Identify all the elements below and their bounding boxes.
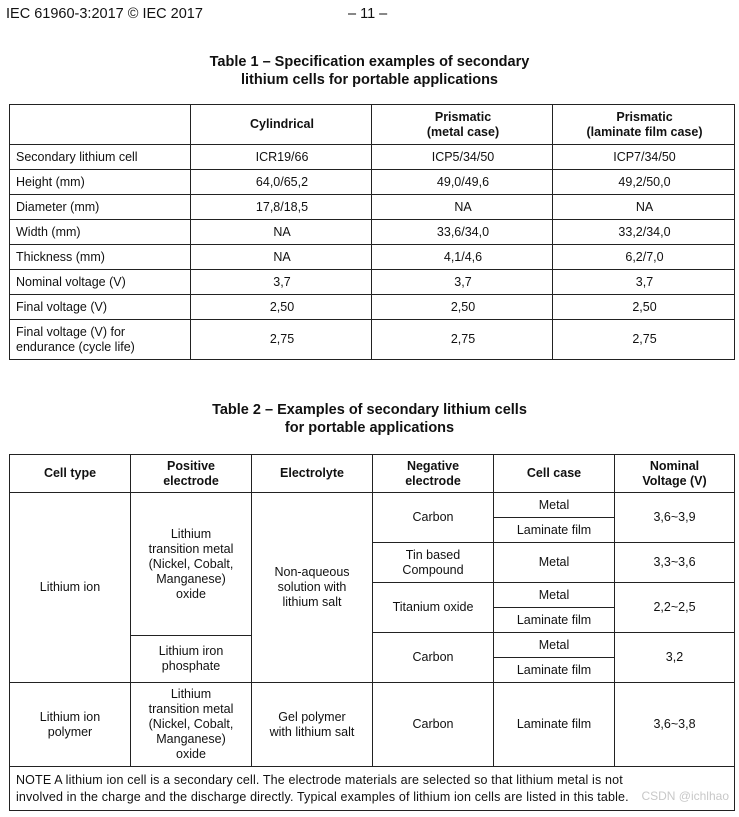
cell-type-lithium-ion: Lithium ion	[10, 493, 131, 683]
table1-title	[0, 53, 739, 89]
table-cell: ICP7/34/50	[553, 145, 735, 170]
table-row	[10, 245, 735, 270]
voltage-value: 3,3~3,6	[615, 543, 735, 583]
text-line: Lithium	[170, 526, 212, 541]
cell-case-metal: Metal	[494, 543, 615, 583]
table-cell: NA	[553, 195, 735, 220]
table-cell: 33,6/34,0	[372, 220, 553, 245]
header-line: (metal case)	[426, 124, 500, 139]
page-number: – 11 –	[348, 6, 388, 22]
table-row	[10, 320, 735, 360]
negative-electrode-tin	[373, 543, 494, 583]
table-cell: 17,8/18,5	[191, 195, 372, 220]
header-line: Voltage (V)	[642, 473, 707, 488]
negative-electrode-titanium: Titanium oxide	[373, 583, 494, 633]
cell-case-laminate: Laminate film	[494, 608, 615, 633]
note-row	[10, 767, 735, 811]
text-line: (Nickel, Cobalt,	[148, 717, 234, 731]
text-line: Lithium	[170, 687, 212, 701]
header-line: Positive	[167, 458, 215, 473]
negative-electrode-carbon: Carbon	[373, 493, 494, 543]
row-label: Width (mm)	[10, 220, 191, 245]
table-cell: 4,1/4,6	[372, 245, 553, 270]
electrolyte-gel-polymer	[252, 683, 373, 767]
table-cell: NA	[191, 220, 372, 245]
row-label-line: endurance (cycle life)	[16, 339, 135, 354]
table-cell: 3,7	[553, 270, 735, 295]
positive-electrode-lfp	[131, 636, 252, 683]
row-label: Final voltage (V)	[10, 295, 191, 320]
text-line: Gel polymer	[278, 709, 346, 724]
text-line: transition metal	[148, 541, 234, 556]
text-line: Tin based	[405, 547, 461, 562]
table-cell: 33,2/34,0	[553, 220, 735, 245]
row-label	[10, 320, 191, 360]
table-row	[10, 170, 735, 195]
text-line: (Nickel, Cobalt,	[148, 556, 234, 571]
voltage-value: 3,6~3,9	[615, 493, 735, 543]
table1-header-cylindrical: Cylindrical	[191, 105, 372, 145]
row-label: Height (mm)	[10, 170, 191, 195]
table-cell: NA	[372, 195, 553, 220]
table-cell: ICP5/34/50	[372, 145, 553, 170]
table-cell: 2,75	[372, 320, 553, 360]
header-line: electrode	[163, 473, 219, 488]
header-line: electrode	[405, 473, 461, 488]
text-line: Manganese)	[156, 732, 226, 746]
cell-type-lithium-ion-polymer	[10, 683, 131, 767]
header-line: (laminate film case)	[586, 124, 703, 139]
header-nominal-voltage	[615, 455, 735, 493]
cell-case-laminate: Laminate film	[494, 658, 615, 683]
table2-title-line2: for portable applications	[284, 420, 455, 436]
header-line: Nominal	[649, 458, 700, 473]
table-row	[10, 195, 735, 220]
header-line: Prismatic	[434, 109, 492, 124]
table-row	[10, 145, 735, 170]
table-row	[10, 270, 735, 295]
table2-note	[10, 767, 735, 811]
header-line: Prismatic	[616, 109, 673, 124]
positive-electrode-ltm	[131, 683, 252, 767]
table2-title	[0, 401, 739, 437]
table-cell: 3,7	[191, 270, 372, 295]
header-negative-electrode	[373, 455, 494, 493]
voltage-value: 3,2	[615, 633, 735, 683]
row-label-line: Final voltage (V) for	[16, 324, 126, 339]
header-electrolyte: Electrolyte	[252, 455, 373, 493]
table-cell: 49,2/50,0	[553, 170, 735, 195]
negative-electrode-carbon: Carbon	[373, 683, 494, 767]
text-line: Non-aqueous	[274, 565, 350, 579]
negative-electrode-carbon: Carbon	[373, 633, 494, 683]
table2	[9, 454, 735, 811]
table-cell: ICR19/66	[191, 145, 372, 170]
table2-header-row	[10, 455, 735, 493]
voltage-value: 3,6~3,8	[615, 683, 735, 767]
table-cell: 2,50	[372, 295, 553, 320]
table-cell: 2,75	[191, 320, 372, 360]
table2-title-line1: Table 2 – Examples of secondary lithium cells	[212, 402, 527, 418]
text-line: Manganese)	[156, 571, 226, 586]
cell-case-metal: Metal	[494, 493, 615, 518]
table-row	[10, 683, 735, 767]
table1-header-blank	[10, 105, 191, 145]
table1-title-line1: Table 1 – Specification examples of secondary	[209, 54, 530, 70]
header-cell-type: Cell type	[10, 455, 131, 493]
cell-case-laminate: Laminate film	[494, 518, 615, 543]
text-line: polymer	[47, 724, 93, 739]
cell-case-metal: Metal	[494, 633, 615, 658]
table-cell: 2,75	[553, 320, 735, 360]
table-cell: 49,0/49,6	[372, 170, 553, 195]
header-cell-case: Cell case	[494, 455, 615, 493]
header-positive-electrode	[131, 455, 252, 493]
text-line: solution with	[277, 580, 347, 594]
text-line: oxide	[176, 747, 206, 761]
table-row	[10, 295, 735, 320]
watermark: CSDN @ichlhao	[641, 789, 729, 803]
table-cell: 2,50	[191, 295, 372, 320]
text-line: Lithium ion	[39, 709, 101, 724]
cell-case-metal: Metal	[494, 583, 615, 608]
cell-case-laminate: Laminate film	[494, 683, 615, 767]
header-line: Negative	[406, 458, 460, 473]
row-label: Nominal voltage (V)	[10, 270, 191, 295]
electrolyte-non-aqueous	[252, 493, 373, 683]
row-label: Secondary lithium cell	[10, 145, 191, 170]
table-cell: 2,50	[553, 295, 735, 320]
positive-electrode-ltm	[131, 493, 252, 636]
text-line: phosphate	[161, 659, 221, 673]
note-line: NOTE A lithium ion cell is a secondary cell. The electrode materials are selected so that lithium metal is not	[16, 772, 623, 787]
text-line: oxide	[176, 586, 206, 601]
row-label: Diameter (mm)	[10, 195, 191, 220]
table1-header-prismatic-metal	[372, 105, 553, 145]
text-line: lithium salt	[282, 595, 342, 609]
text-line: Lithium iron	[158, 644, 224, 658]
table1-header-prismatic-laminate	[553, 105, 735, 145]
table1-title-line2: lithium cells for portable applications	[240, 72, 498, 88]
row-label: Thickness (mm)	[10, 245, 191, 270]
table-cell: 6,2/7,0	[553, 245, 735, 270]
table-row	[10, 493, 735, 518]
table-row	[10, 220, 735, 245]
table1	[9, 104, 735, 360]
document-header: IEC 61960-3:2017 © IEC 2017	[6, 6, 203, 22]
table1-header-row	[10, 105, 735, 145]
note-line: involved in the charge and the discharge directly. Typical examples of lithium ion cells are listed in this table.	[16, 789, 629, 804]
voltage-value: 2,2~2,5	[615, 583, 735, 633]
table-cell: NA	[191, 245, 372, 270]
table-cell: 64,0/65,2	[191, 170, 372, 195]
text-line: Compound	[402, 562, 464, 577]
text-line: with lithium salt	[269, 724, 355, 739]
table-cell: 3,7	[372, 270, 553, 295]
text-line: transition metal	[148, 702, 234, 716]
